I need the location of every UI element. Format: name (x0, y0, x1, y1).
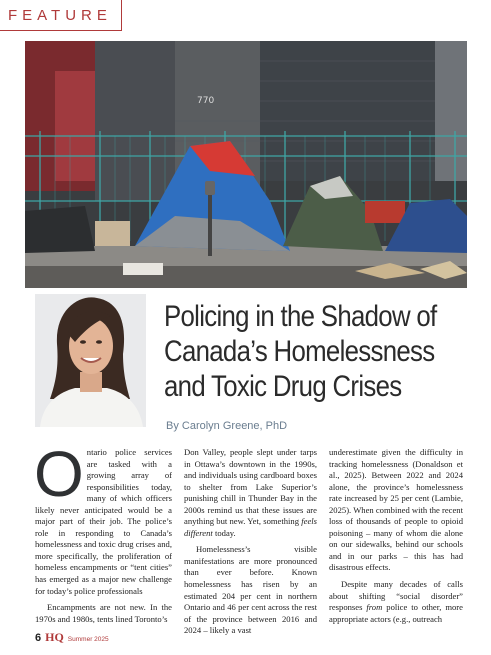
building-number: 770 (197, 96, 215, 106)
section-label: FEATURE (0, 0, 122, 31)
magazine-logo: HQ (45, 630, 64, 644)
issue-label: Summer 2025 (67, 636, 109, 643)
paragraph: Don Valley, people slept under tarps in Ottawa’s downtown in the 1990s, and individuals using cardboard boxes to shelter from Lake Superior’s punishing chill in Thunder Bay in the 2000s remind us that these issues are anything but new. Yet, something feels different today. (184, 447, 317, 538)
paragraph: Despite many decades of calls about shifting “social disorder” responses from police to other, more appropriate actors (e.g., outreach (329, 579, 463, 624)
title-line-1: Policing in the Shadow of (164, 300, 437, 333)
column-1 (34, 438, 172, 630)
column-2 (184, 447, 317, 642)
page-footer (35, 630, 109, 645)
title-line-2: Canada’s Homelessness (164, 335, 435, 368)
encampment-photo (25, 41, 467, 288)
drop-cap: O (34, 438, 84, 510)
paragraph: Ontario police services are tasked with a growing array of responsibilities today, many of which officers likely never anticipated would be a major part of their job. The police’s role in responding to Canada’s homelessness and toxic drug crises and, more specifically, the proliferation of homeless encampments or “tent cities” has emerged as a major new challenge for today’s police professionals (34, 438, 172, 596)
byline: By Carolyn Greene, PhD (166, 420, 288, 432)
article-title (164, 299, 439, 404)
paragraph: Homelessness’s visible manifestations are more pronounced than ever before. Known homelessness has risen by an estimated 204 per cent in northern Ontario and 46 per cent across the rest of the province between 2016 and 2024 – likely a vast (184, 544, 317, 636)
paragraph: underestimate given the difficulty in tracking homelessness (Donaldson et al., 2025). Between 2022 and 2024 alone, the province’s homelessness rate increased by 25 per cent (Lambie, 2025). When combined with the recent loss of thousands of people to opioid poisoning – many of whom die alone on our sidewalks, behind our schools and in our parks – this has had disastrous effects. (329, 447, 463, 573)
column-3 (329, 447, 463, 630)
title-line-3: and Toxic Drug Crises (164, 370, 402, 403)
paragraph: Encampments are not new. In the 1970s and 1980s, tents lined Toronto’s (35, 602, 172, 624)
page-number: 6 (35, 632, 42, 644)
author-portrait (35, 294, 146, 427)
